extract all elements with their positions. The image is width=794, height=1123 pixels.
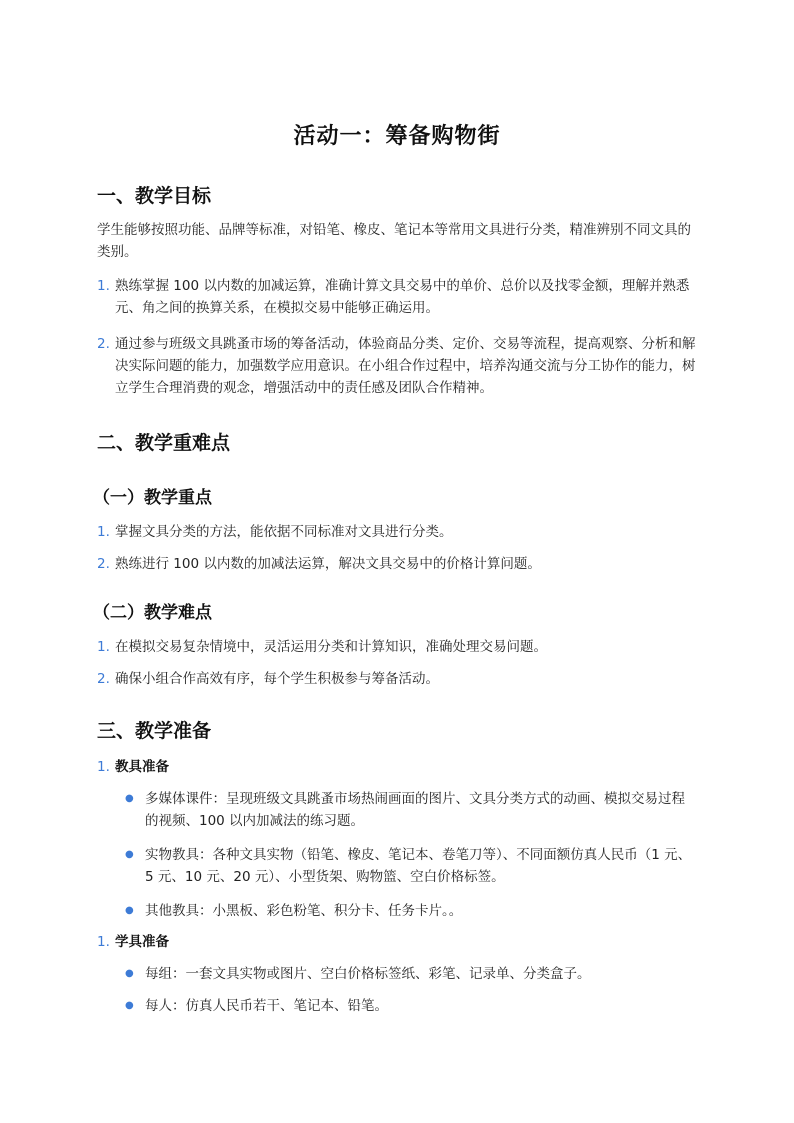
list-number: 1. [97,934,110,950]
bullet-text: 多媒体课件：呈现班级文具跳蚤市场热闹画面的图片、文具分类方式的动画、模拟交易过程的视频、100 以内加减法的练习题。 [145,791,685,829]
list-label: 学具准备 [115,934,169,950]
bullet-item [125,844,697,888]
bullet-item [125,900,697,922]
bullet-icon: ● [125,793,134,804]
section-heading-preparation: 三、教学准备 [97,720,212,742]
list-item [97,553,697,575]
list-text: 确保小组合作高效有序，每个学生积极参与筹备活动。 [115,671,439,687]
bullet-icon: ● [125,968,134,979]
list-item [97,333,697,399]
list-number: 2. [97,671,110,687]
list-text: 掌握文具分类的方法，能依据不同标准对文具进行分类。 [115,524,453,540]
list-text: 熟练进行 100 以内数的加减法运算，解决文具交易中的价格计算问题。 [115,556,541,572]
bullet-text: 实物教具：各种文具实物（铅笔、橡皮、笔记本、卷笔刀等）、不同面额仿真人民币（1 元、5 元、10 元、20 元）、小型货架、购物篮、空白价格标签。 [145,847,692,885]
bullet-text: 其他教具：小黑板、彩色粉笔、积分卡、任务卡片。。 [145,903,463,919]
bullet-text: 每组：一套文具实物或图片、空白价格标签纸、彩笔、记录单、分类盒子。 [145,966,591,982]
list-number: 1. [97,524,110,540]
list-item [97,275,697,319]
list-number: 2. [97,556,110,572]
page-title: 活动一：筹备购物街 [293,124,501,149]
list-number: 2. [97,336,110,352]
bullet-icon: ● [125,905,134,916]
bullet-text: 每人：仿真人民币若干、笔记本、铅笔。 [145,998,388,1014]
bullet-icon: ● [125,1000,134,1011]
bullet-icon: ● [125,849,134,860]
list-text: 熟练掌握 100 以内数的加减运算，准确计算文具交易中的单价、总价以及找零金额，理解并熟悉元、角之间的换算关系，在模拟交易中能够正确运用。 [115,278,690,316]
list-item-teaching-aids [97,756,697,778]
bullet-item [125,788,697,832]
section-heading-key-points: 二、教学重难点 [97,432,231,454]
list-number: 1. [97,278,110,294]
bullet-item [125,963,697,985]
list-item-student-aids [97,931,697,953]
subsection-heading-difficulty: （二）教学难点 [93,603,212,623]
objectives-intro: 学生能够按照功能、品牌等标准，对铅笔、橡皮、笔记本等常用文具进行分类，精准辨别不同文具的类别。 [97,222,691,260]
section-heading-objectives: 一、教学目标 [97,185,212,207]
list-label: 教具准备 [115,759,169,775]
list-item [97,636,697,658]
subsection-heading-focus: （一）教学重点 [93,488,212,508]
list-item [97,668,697,690]
list-number: 1. [97,639,110,655]
list-number: 1. [97,759,110,775]
list-item [97,521,697,543]
list-text: 在模拟交易复杂情境中，灵活运用分类和计算知识，准确处理交易问题。 [115,639,547,655]
bullet-item [125,995,697,1017]
list-text: 通过参与班级文具跳蚤市场的筹备活动，体验商品分类、定价、交易等流程，提高观察、分析和解决实际问题的能力，加强数学应用意识。在小组合作过程中，培养沟通交流与分工协作的能力，树立学生合理消费的观念，增强活动中的责任感及团队合作精神。 [115,336,696,396]
